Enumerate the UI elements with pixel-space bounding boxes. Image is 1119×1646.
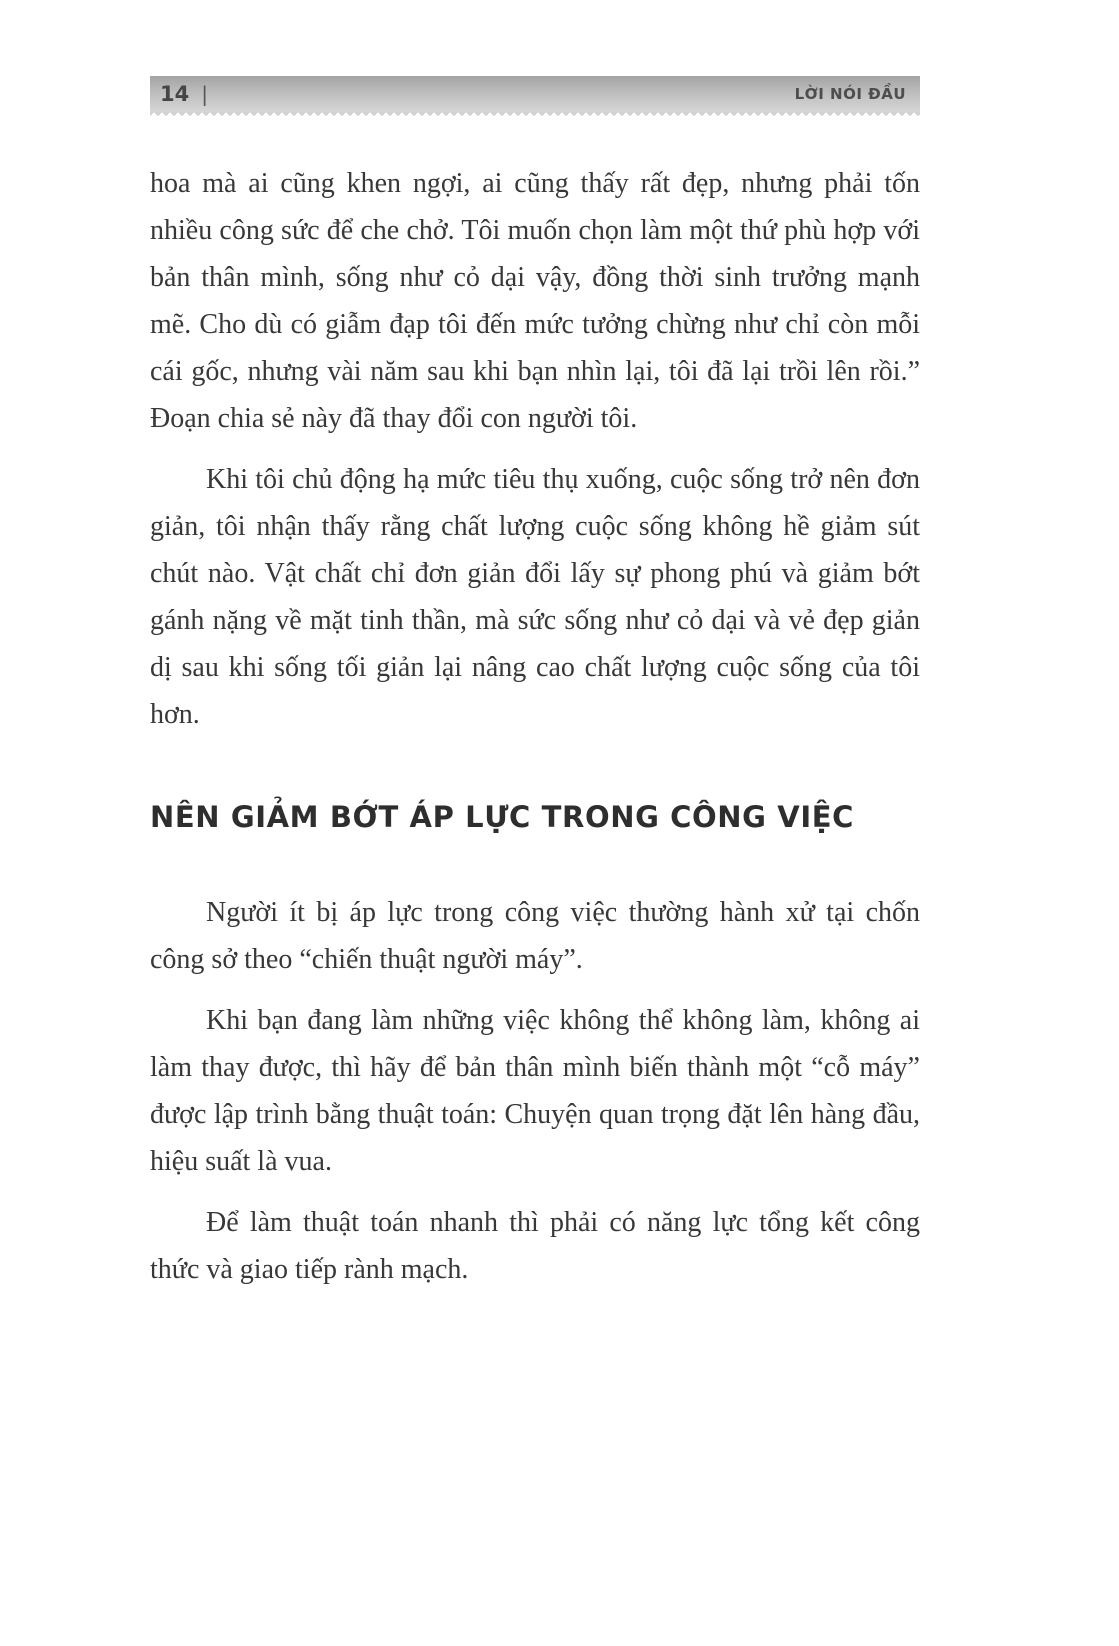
paragraph: Người ít bị áp lực trong công việc thường hành xử tại chốn công sở theo “chiến thuật người máy”. [150, 897, 920, 975]
page-number-divider: | [201, 82, 208, 106]
page-number: 14 [160, 82, 190, 106]
page-number-group [160, 82, 208, 106]
running-title: LỜI NÓI ĐẦU [794, 85, 906, 103]
paragraph: Khi tôi chủ động hạ mức tiêu thụ xuống, cuộc sống trở nên đơn giản, tôi nhận thấy rằng chất lượng cuộc sống không hề giảm sút chút nào. Vật chất chỉ đơn giản đổi lấy sự phong phú và giảm bớt gánh nặng về mặt tinh thần, mà sức sống như cỏ dại và vẻ đẹp giản dị sau khi sống tối giản lại nâng cao chất lượng cuộc sống của tôi hơn. [150, 464, 920, 730]
paragraph: Khi bạn đang làm những việc không thể không làm, không ai làm thay được, thì hãy để bản thân mình biến thành một “cỗ máy” được lập trình bằng thuật toán: Chuyện quan trọng đặt lên hàng đầu, hiệu suất là vua. [150, 1005, 920, 1177]
page-content [150, 160, 920, 1307]
section-heading: NÊN GIẢM BỚT ÁP LỰC TRONG CÔNG VIỆC [150, 800, 855, 834]
paragraph: Để làm thuật toán nhanh thì phải có năng lực tổng kết công thức và giao tiếp rành mạch. [150, 1207, 920, 1285]
page-header-bar [150, 76, 920, 112]
paragraph: hoa mà ai cũng khen ngợi, ai cũng thấy rất đẹp, nhưng phải tốn nhiều công sức để che chở. Tôi muốn chọn làm một thứ phù hợp với bản thân mình, sống như cỏ dại vậy, đồng thời sinh trưởng mạnh mẽ. Cho dù có giẫm đạp tôi đến mức tưởng chừng như chỉ còn mỗi cái gốc, nhưng vài năm sau khi bạn nhìn lại, tôi đã lại trồi lên rồi.” Đoạn chia sẻ này đã thay đổi con người tôi. [150, 168, 920, 434]
